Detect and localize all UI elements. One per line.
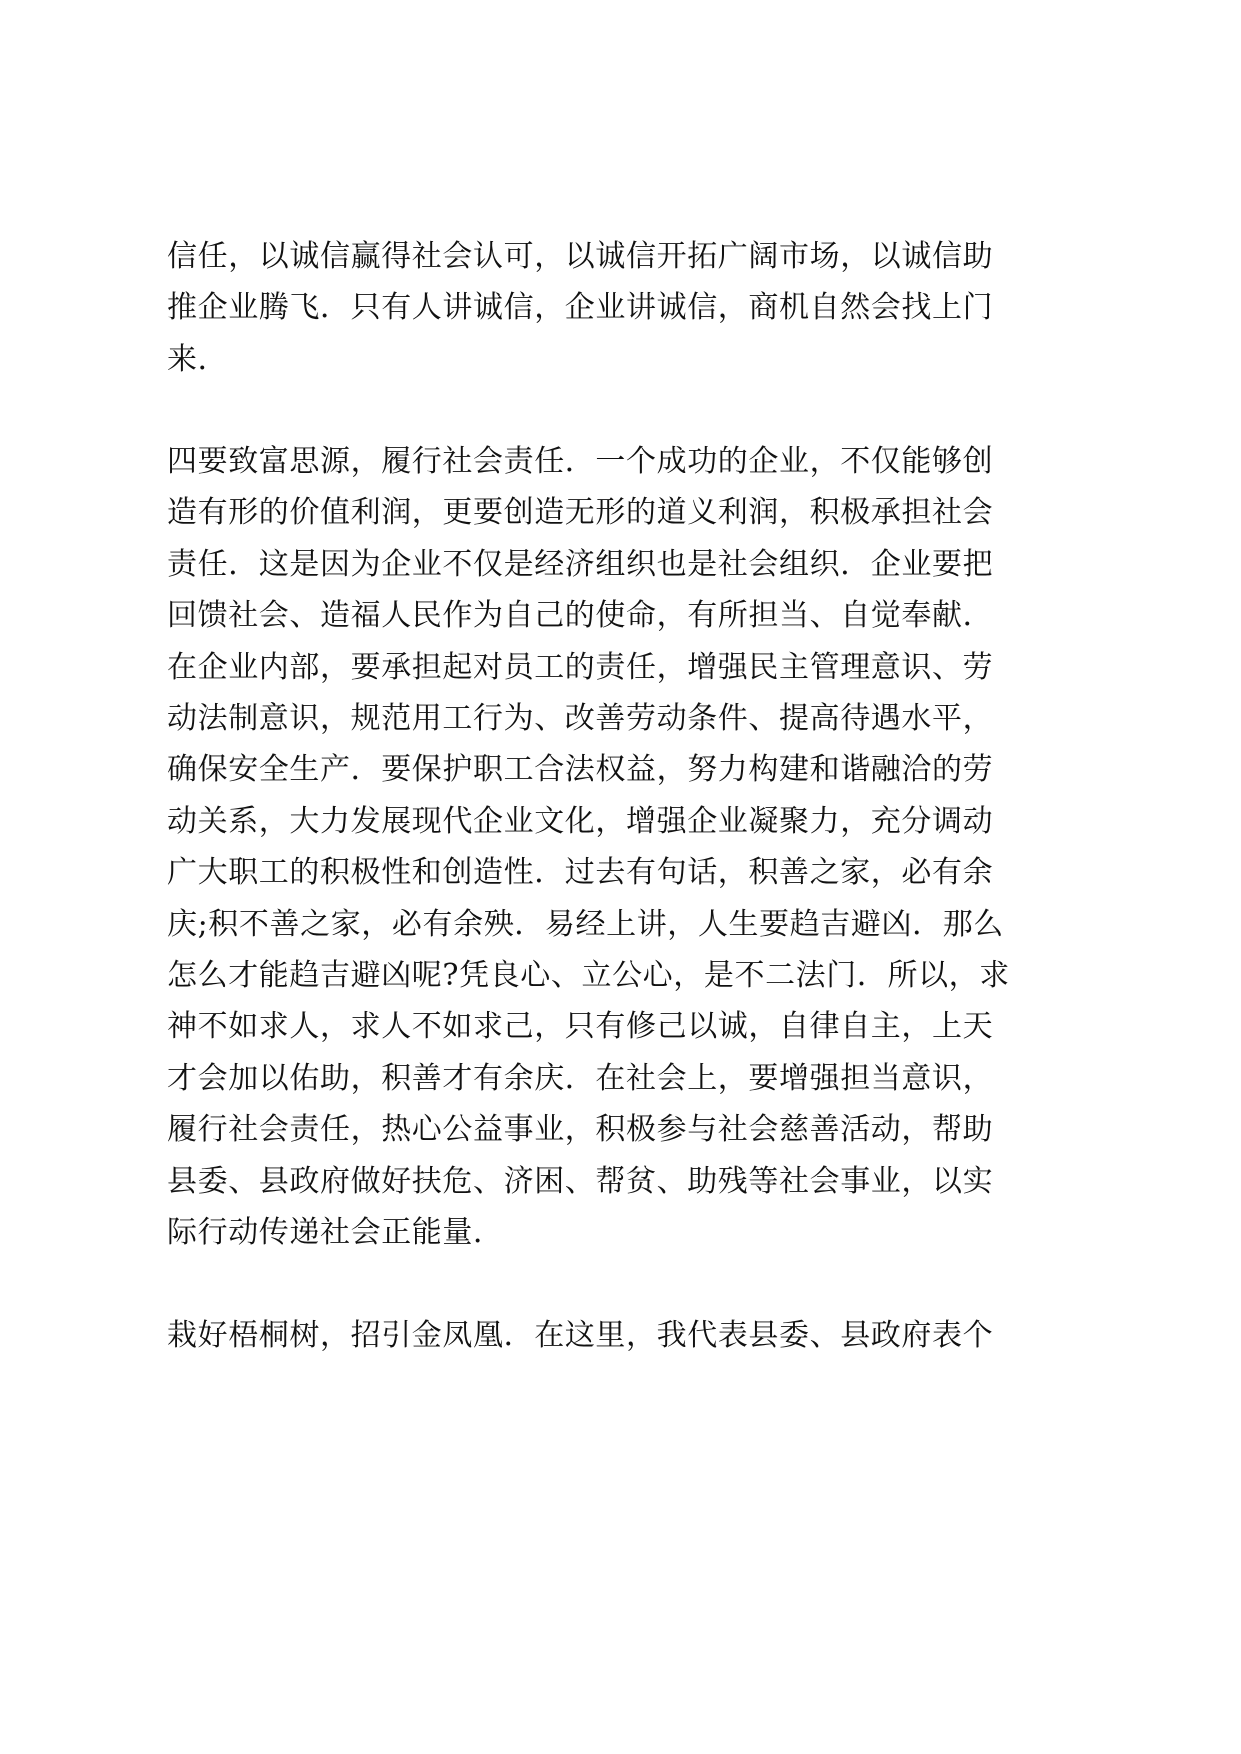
paragraph-2-line-13: 才会加以佑助，积善才有余庆．在社会上，要增强担当意识，: [167, 1061, 994, 1096]
paragraph-2-line-11: 怎么才能趋吉避凶呢?凭良心、立公心，是不二法门．所以，求: [167, 958, 1010, 993]
paragraph-2-line-8: 动关系，大力发展现代企业文化，增强企业凝聚力，充分调动: [167, 804, 994, 839]
paragraph-3-line-1: 栽好梧桐树，招引金凤凰．在这里，我代表县委、县政府表个: [167, 1318, 994, 1353]
paragraph-2-line-7: 确保安全生产．要保护职工合法权益，努力构建和谐融洽的劳: [167, 752, 994, 787]
paragraph-2-line-16: 际行动传递社会正能量．: [167, 1215, 504, 1250]
paragraph-2-line-1: 四要致富思源，履行社会责任．一个成功的企业，不仅能够创: [167, 444, 994, 479]
paragraph-2-line-3: 责任．这是因为企业不仅是经济组织也是社会组织．企业要把: [167, 547, 994, 582]
paragraph-2-line-4: 回馈社会、造福人民作为自己的使命，有所担当、自觉奉献．: [167, 598, 994, 633]
paragraph-2-line-5: 在企业内部，要承担起对员工的责任，增强民主管理意识、劳: [167, 650, 994, 685]
paragraph-2-line-14: 履行社会责任，热心公益事业，积极参与社会慈善活动，帮助: [167, 1112, 994, 1147]
paragraph-1-line-2: 推企业腾飞．只有人讲诚信，企业讲诚信，商机自然会找上门: [167, 290, 994, 325]
paragraph-2-line-9: 广大职工的积极性和创造性．过去有句话，积善之家，必有余: [167, 855, 994, 890]
paragraph-1-line-1: 信任，以诚信赢得社会认可，以诚信开拓广阔市场，以诚信助: [167, 239, 994, 274]
paragraph-2-line-12: 神不如求人，求人不如求己，只有修己以诚，自律自主，上天: [167, 1009, 994, 1044]
paragraph-2-line-2: 造有形的价值利润，更要创造无形的道义利润，积极承担社会: [167, 495, 994, 530]
paragraph-1-line-3: 来．: [167, 342, 229, 377]
paragraph-2-line-6: 动法制意识，规范用工行为、改善劳动条件、提高待遇水平，: [167, 701, 994, 736]
paragraph-2-line-10: 庆;积不善之家，必有余殃．易经上讲，人生要趋吉避凶．那么: [167, 907, 1004, 942]
paragraph-2-line-15: 县委、县政府做好扶危、济困、帮贫、助残等社会事业，以实: [167, 1164, 994, 1199]
